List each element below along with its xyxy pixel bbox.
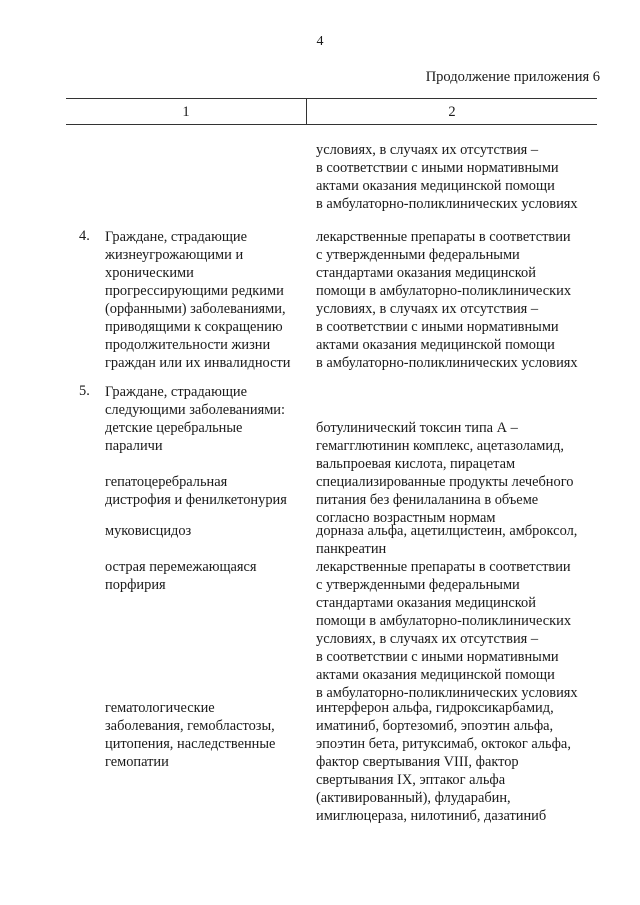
page-number: 4 — [316, 34, 324, 49]
row-number-4: 4. — [79, 228, 90, 244]
drugs-hepatocerebral-dystrophy: специализированные продукты лечебного питания без фенилаланина в объеме согласно возрастным нормам — [316, 474, 574, 526]
disease-hepatocerebral-dystrophy: гепатоцеребральная дистрофия и фенилкетонурия — [105, 474, 287, 508]
continuation-heading: Продолжение приложения 6 — [425, 69, 600, 85]
drugs-hematological: интерферон альфа, гидроксикарбамид, иматиниб, бортезомиб, эпоэтин альфа, эпоэтин бета, ритуксимаб, октоког альфа, фактор свертывания VIII, фактор свертывания IX, эптаког альфа (активированный), флударабин, имиглюцераза, нилотиниб, дазатиниб — [316, 700, 571, 824]
drugs-porphyria: лекарственные препараты в соответствии с утвержденными федеральными стандартами оказания медицинской помощи в амбулаторно-поликлинических условиях, в случаях их отсутствия – в соответствии с иными нормативными актами оказания медицинской помощи в амбулаторно-поликлинических условиях — [316, 559, 578, 701]
column-header-2: 2 — [448, 104, 456, 120]
disease-hematological: гематологические заболевания, гемобластозы, цитопения, наследственные гемопатии — [105, 700, 276, 770]
disease-porphyria: острая перемежающаяся порфирия — [105, 559, 257, 593]
table-top-rule — [66, 98, 597, 99]
drugs-cystic-fibrosis: дорназа альфа, ацетилцистеин, амброксол, панкреатин — [316, 523, 578, 557]
table-header-rule — [66, 124, 597, 125]
row-continuation-drugs: условиях, в случаях их отсутствия – в соответствии с иными нормативными актами оказания медицинской помощи в амбулаторно-поликлинических условиях — [316, 142, 578, 212]
disease-cerebral-palsy: детские церебральные параличи — [105, 420, 243, 454]
row-4-category: Граждане, страдающие жизнеугрожающими и хроническими прогрессирующими редкими (орфанными) заболеваниями, приводящими к сокращению продолжительности жизни граждан или их инвалидности — [105, 229, 291, 371]
drugs-cerebral-palsy: ботулинический токсин типа А – гемагглютинин комплекс, ацетазоламид, вальпроевая кислота, пирацетам — [316, 420, 565, 472]
disease-cystic-fibrosis: муковисцидоз — [105, 523, 192, 539]
column-header-1: 1 — [182, 104, 190, 120]
row-number-5: 5. — [79, 383, 90, 399]
row-4-drugs: лекарственные препараты в соответствии с утвержденными федеральными стандартами оказания медицинской помощи в амбулаторно-поликлинических условиях, в случаях их отсутствия – в соответствии с иными нормативными актами оказания медицинской помощи в амбулаторно-поликлинических условиях — [316, 229, 578, 371]
row-5-category: Граждане, страдающие следующими заболеваниями: — [105, 384, 286, 418]
